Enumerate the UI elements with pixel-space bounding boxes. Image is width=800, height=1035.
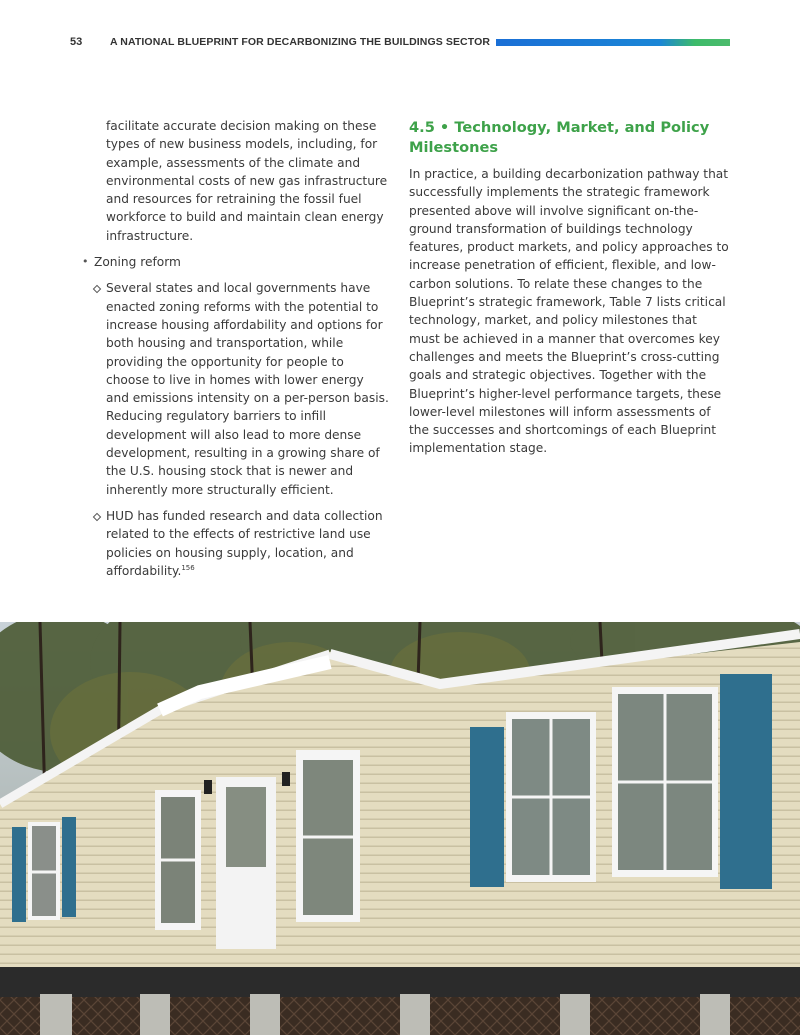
page-number: 53 xyxy=(70,36,83,48)
section-heading: 4.5 • Technology, Market, and Policy Milestones xyxy=(409,119,710,156)
right-column xyxy=(409,118,731,458)
document-title: A NATIONAL BLUEPRINT FOR DECARBONIZING THE BUILDINGS SECTOR xyxy=(110,36,491,48)
manufactured-home-photo xyxy=(0,622,800,1035)
left-column xyxy=(80,117,390,580)
list-item xyxy=(94,507,390,580)
header-accent-bar xyxy=(496,39,730,46)
page-header xyxy=(70,35,730,49)
continuation-paragraph: facilitate accurate decision making on these types of new business models, including, for example, assessments of the climate and environmental costs of new gas infrastructure and resources for retraining the fossil fuel workforce to build and maintain clean energy infrastructure. xyxy=(106,119,388,243)
sub-bullet-text: Several states and local governments have enacted zoning reforms with the potential to increase housing affordability and options for both housing and transportation, while providing the opportunity for people to choose to live in homes with lower energy and emissions intensity on a per-person basis. Reducing regulatory barriers to infill development will also lead to more dense development, resulting in a growing share of the U.S. housing stock that is newer and inherently more structurally efficient. xyxy=(106,281,389,497)
sub-bullet-list xyxy=(94,279,390,580)
sub-bullet-text: HUD has funded research and data collection related to the effects of restrictive land use policies on housing supply, location, and affordability. xyxy=(106,508,383,578)
list-item xyxy=(94,279,390,499)
bullet-zoning-label: Zoning reform xyxy=(94,255,181,270)
bullet-list xyxy=(80,253,390,580)
list-item xyxy=(80,253,390,580)
section-body: In practice, a building decarbonization pathway that successfully implements the strategic framework presented above will involve significant on-the-ground transformation of buildings technology features, product markets, and policy approaches to increase penetration of efficient, flexible, and low-carbon solutions. To relate these changes to the Blueprint’s strategic framework, Table 7 lists critical technology, market, and policy milestones that must be achieved in a manner that overcomes key challenges and meets the Blueprint’s cross-cutting goals and strategic objectives. Together with the Blueprint’s higher-level performance targets, these lower-level milestones will inform assessments of the successes and shortcomings of each Blueprint implementation stage. xyxy=(409,167,729,456)
footnote-reference[interactable]: 156 xyxy=(181,563,195,572)
